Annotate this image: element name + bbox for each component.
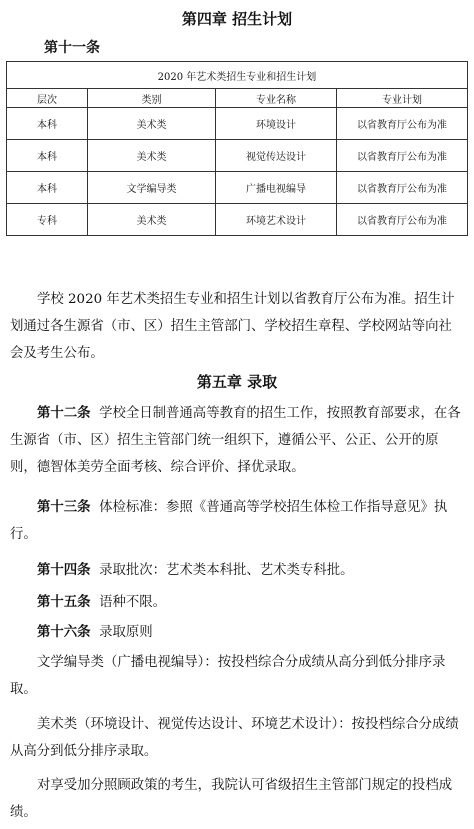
header-major: 专业名称: [216, 89, 337, 108]
chapter4-title: 第四章 招生计划: [181, 10, 293, 28]
cell-plan: 以省教育厅公布为准: [337, 140, 468, 172]
enrollment-plan-table: [6, 61, 468, 236]
table-row: [7, 204, 468, 236]
article14-label: 第十四条: [37, 562, 91, 578]
header-level: 层次: [7, 89, 88, 108]
article13: [10, 494, 464, 548]
article11-label: 第十一条: [44, 40, 100, 56]
table-row: [7, 108, 468, 140]
cell-level: 本科: [7, 108, 88, 140]
article14: [10, 557, 464, 584]
cell-level: 本科: [7, 172, 88, 204]
cell-plan: 以省教育厅公布为准: [337, 204, 468, 236]
paragraph-wenxue-admission: 文学编导类（广播电视编导）：按投档综合分成绩从高分到低分排序录取。: [10, 655, 446, 697]
article16-text: 录取原则: [99, 625, 153, 640]
article13-label: 第十三条: [37, 499, 91, 515]
cell-level: 专科: [7, 204, 88, 236]
cell-category: 美术类: [88, 204, 216, 236]
cell-plan: 以省教育厅公布为准: [337, 108, 468, 140]
article15-label: 第十五条: [37, 594, 91, 610]
cell-major: 环境艺术设计: [216, 204, 337, 236]
table-row: [7, 172, 468, 204]
article16-label: 第十六条: [37, 624, 91, 640]
article14-text: 录取批次：艺术类本科批、艺术类专科批。: [99, 563, 354, 578]
paragraph-plan-announcement: 学校 2020 年艺术类招生专业和招生计划以省教育厅公布为准。招生计划通过各生源省（市、区）招生主管部门、学校招生章程、学校网站等向社会及考生公布。: [10, 292, 455, 361]
cell-category: 美术类: [88, 140, 216, 172]
header-category: 类别: [88, 89, 216, 108]
cell-major: 广播电视编导: [216, 172, 337, 204]
article13-text: 体检标准：参照《普通高等学校招生体检工作指导意见》执行。: [10, 500, 448, 542]
article12-text: 学校全日制普通高等教育的招生工作，按照教育部要求，在各生源省（市、区）招生主管部门统一组织下，遵循公平、公正、公开的原则，德智体美劳全面考核、综合评价、择优录取。: [10, 406, 461, 475]
cell-category: 文学编导类: [88, 172, 216, 204]
article15: [10, 589, 464, 616]
cell-major: 环境设计: [216, 108, 337, 140]
cell-plan: 以省教育厅公布为准: [337, 172, 468, 204]
article16: [10, 619, 464, 646]
cell-category: 美术类: [88, 108, 216, 140]
chapter5-title: 第五章 录取: [196, 373, 278, 391]
paragraph-bonus-policy: 对享受加分照顾政策的考生，我院认可省级招生主管部门规定的投档成绩。: [10, 778, 453, 820]
paragraph-meishu-admission: 美术类（环境设计、视觉传达设计、环境艺术设计）：按投档综合分成绩从高分到低分排序录取。: [10, 717, 459, 759]
table-title: 2020 年艺术类招生专业和招生计划: [7, 62, 468, 89]
article12: [10, 400, 464, 481]
article15-text: 语种不限。: [99, 595, 167, 610]
header-plan: 专业计划: [337, 89, 468, 108]
cell-level: 本科: [7, 140, 88, 172]
article12-label: 第十二条: [37, 405, 91, 421]
cell-major: 视觉传达设计: [216, 140, 337, 172]
table-row: [7, 140, 468, 172]
